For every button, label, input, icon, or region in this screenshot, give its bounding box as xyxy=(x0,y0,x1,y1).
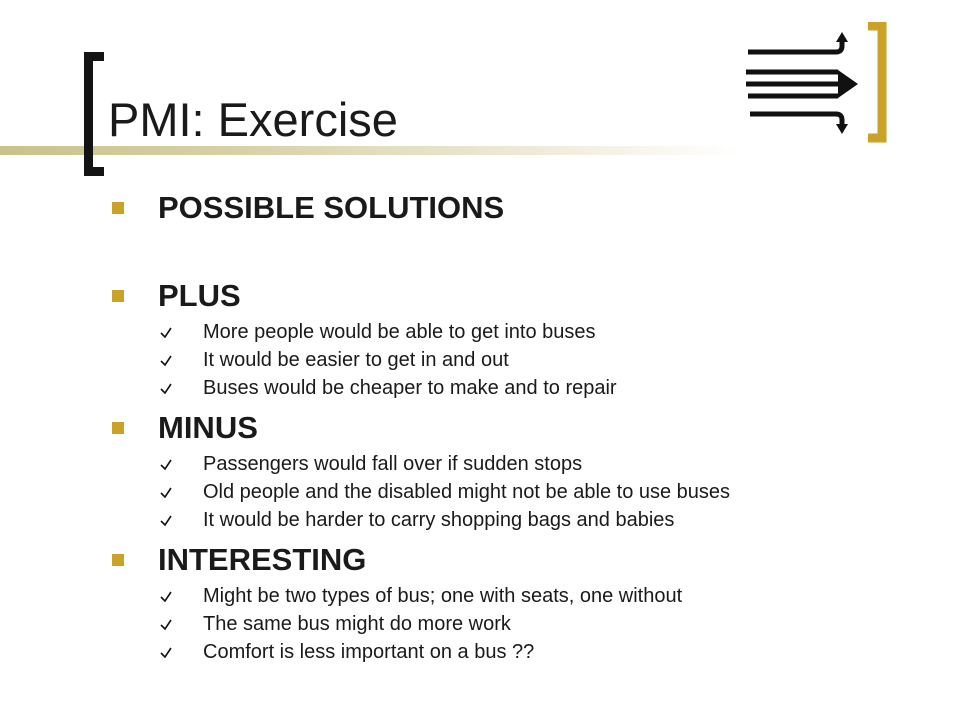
list-item: Old people and the disabled might not be able to use buses xyxy=(203,481,731,503)
section-heading: MINUS xyxy=(158,410,258,445)
list-item: Passengers would fall over if sudden stops xyxy=(203,453,583,475)
check-bullet-icon xyxy=(159,382,173,396)
square-bullet-icon xyxy=(112,422,124,434)
list-item: More people would be able to get into buses xyxy=(203,321,596,343)
check-bullet-icon xyxy=(159,618,173,632)
section-heading: POSSIBLE SOLUTIONS xyxy=(158,190,505,225)
square-bullet-icon xyxy=(112,202,124,214)
square-bullet-icon xyxy=(112,554,124,566)
slide-title: PMI: Exercise xyxy=(108,93,398,146)
square-bullet-icon xyxy=(112,290,124,302)
list-item: Comfort is less important on a bus ?? xyxy=(203,641,535,663)
list-item: The same bus might do more work xyxy=(203,613,511,635)
list-item: Buses would be cheaper to make and to repair xyxy=(203,377,617,399)
check-bullet-icon xyxy=(159,326,173,340)
list-item: It would be easier to get in and out xyxy=(203,349,509,371)
list-item: Might be two types of bus; one with seats, one without xyxy=(203,585,683,607)
list-item: It would be harder to carry shopping bags and babies xyxy=(203,509,675,531)
check-bullet-icon xyxy=(159,514,173,528)
check-bullet-icon xyxy=(159,486,173,500)
section-heading: PLUS xyxy=(158,278,241,313)
check-bullet-icon xyxy=(159,646,173,660)
check-bullet-icon xyxy=(159,354,173,368)
check-bullet-icon xyxy=(159,590,173,604)
section-heading: INTERESTING xyxy=(158,542,367,577)
check-bullet-icon xyxy=(159,458,173,472)
